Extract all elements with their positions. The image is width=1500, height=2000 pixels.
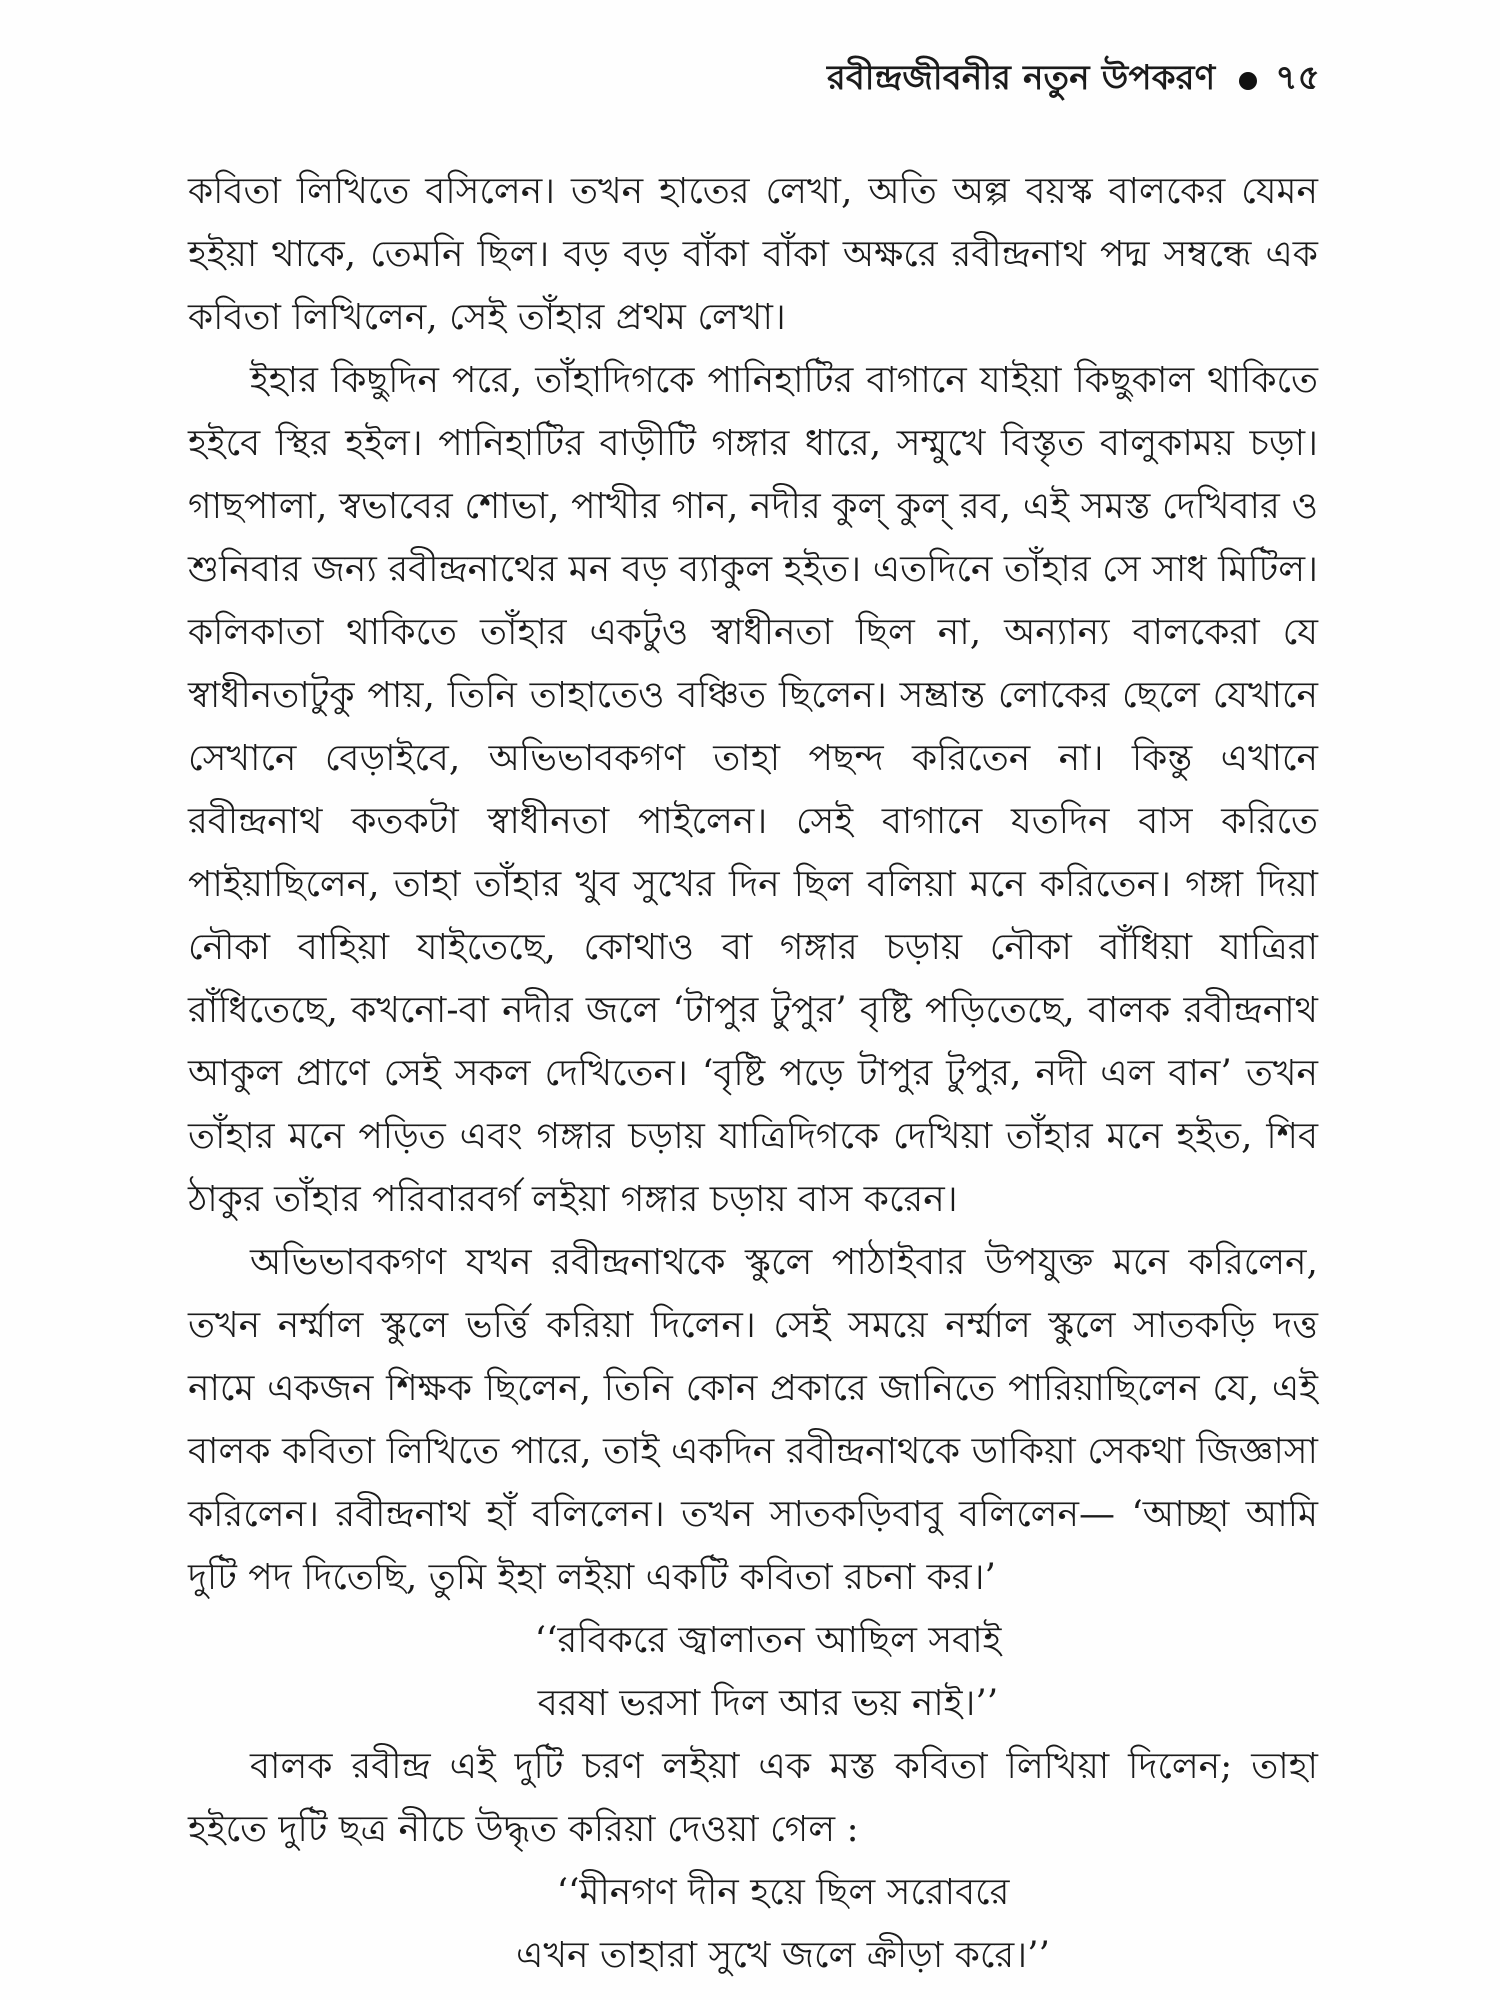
verse-quote-two (188, 1861, 1318, 1987)
paragraph-after-verse: বালক রবীন্দ্র এই দুটি চরণ লইয়া এক মস্ত কবিতা লিখিয়া দিলেন; তাহা হইতে দুটি ছত্র নীচে উদ্ধৃত করিয়া দেওয়া গেল : (188, 1746, 1318, 1850)
verse-line: এখন তাহারা সুখে জলে ক্রীড়া করে।’’ (516, 1935, 1050, 1976)
paragraph-continued: কবিতা লিখিতে বসিলেন। তখন হাতের লেখা, অতি অল্প বয়স্ক বালকের যেমন হইয়া থাকে, তেমনি ছিল। বড় বড় বাঁকা বাঁকা অক্ষরে রবীন্দ্রনাথ পদ্ম সম্বন্ধে এক কবিতা লিখিলেন, সেই তাঁহার প্রথম লেখা। (188, 171, 1318, 338)
header-title: রবীন্দ্রজীবনীর নতুন উপকরণ (826, 58, 1216, 98)
verse-line: ‘‘রবিকরে জ্বালাতন আছিল সবাই (534, 1620, 1002, 1661)
bullet-dot-icon (1239, 72, 1257, 90)
verse-quote-one (188, 1609, 1318, 1735)
paragraph-panihati: ইহার কিছুদিন পরে, তাঁহাদিগকে পানিহাটির বাগানে যাইয়া কিছুকাল থাকিতে হইবে স্থির হইল। পানিহাটির বাড়ীটি গঙ্গার ধারে, সম্মুখে বিস্তৃত বালুকাময় চড়া। গাছপালা, স্বভাবের শোভা, পাখীর গান, নদীর কুল্ কুল্ রব, এই সমস্ত দেখিবার ও শুনিবার জন্য রবীন্দ্রনাথের মন বড় ব্যাকুল হইত। এতদিনে তাঁহার সে সাধ মিটিল। কলিকাতা থাকিতে তাঁহার একটুও স্বাধীনতা ছিল না, অন্যান্য বালকেরা যে স্বাধীনতাটুকু পায়, তিনি তাহাতেও বঞ্চিত ছিলেন। সম্ভ্রান্ত লোকের ছেলে যেখানে সেখানে বেড়াইবে, অভিভাবকগণ তাহা পছন্দ করিতেন না। কিন্তু এখানে রবীন্দ্রনাথ কতকটা স্বাধীনতা পাইলেন। সেই বাগানে যতদিন বাস করিতে পাইয়াছিলেন, তাহা তাঁহার খুব সুখের দিন ছিল বলিয়া মনে করিতেন। গঙ্গা দিয়া নৌকা বাহিয়া যাইতেছে, কোথাও বা গঙ্গার চড়ায় নৌকা বাঁধিয়া যাত্রিরা রাঁধিতেছে, কখনো-বা নদীর জলে ‘টাপুর টুপুর’ বৃষ্টি পড়িতেছে, বালক রবীন্দ্রনাথ আকুল প্রাণে সেই সকল দেখিতেন। ‘বৃষ্টি পড়ে টাপুর টুপুর, নদী এল বান’ তখন তাঁহার মনে পড়িত এবং গঙ্গার চড়ায় যাত্রিদিগকে দেখিয়া তাঁহার মনে হইত, শিব ঠাকুর তাঁহার পরিবারবর্গ লইয়া গঙ্গার চড়ায় বাস করেন। (188, 360, 1318, 1220)
page-number: ৭৫ (1275, 58, 1320, 98)
page-body (188, 160, 1318, 1987)
verse-line: ‘‘মীনগণ দীন হয়ে ছিল সরোবরে (556, 1872, 1010, 1913)
running-header (827, 52, 1320, 109)
paragraph-normal-school: অভিভাবকগণ যখন রবীন্দ্রনাথকে স্কুলে পাঠাইবার উপযুক্ত মনে করিলেন, তখন নর্ম্মাল স্কুলে ভর্ত্তি করিয়া দিলেন। সেই সময়ে নর্ম্মাল স্কুলে সাতকড়ি দত্ত নামে একজন শিক্ষক ছিলেন, তিনি কোন প্রকারে জানিতে পারিয়াছিলেন যে, এই বালক কবিতা লিখিতে পারে, তাই একদিন রবীন্দ্রনাথকে ডাকিয়া সেকথা জিজ্ঞাসা করিলেন। রবীন্দ্রনাথ হাঁ বলিলেন। তখন সাতকড়িবাবু বলিলেন— ‘আচ্ছা আমি দুটি পদ দিতেছি, তুমি ইহা লইয়া একটি কবিতা রচনা কর।’ (188, 1242, 1318, 1598)
verse-line: বরষা ভরসা দিল আর ভয় নাই।’’ (537, 1683, 999, 1724)
